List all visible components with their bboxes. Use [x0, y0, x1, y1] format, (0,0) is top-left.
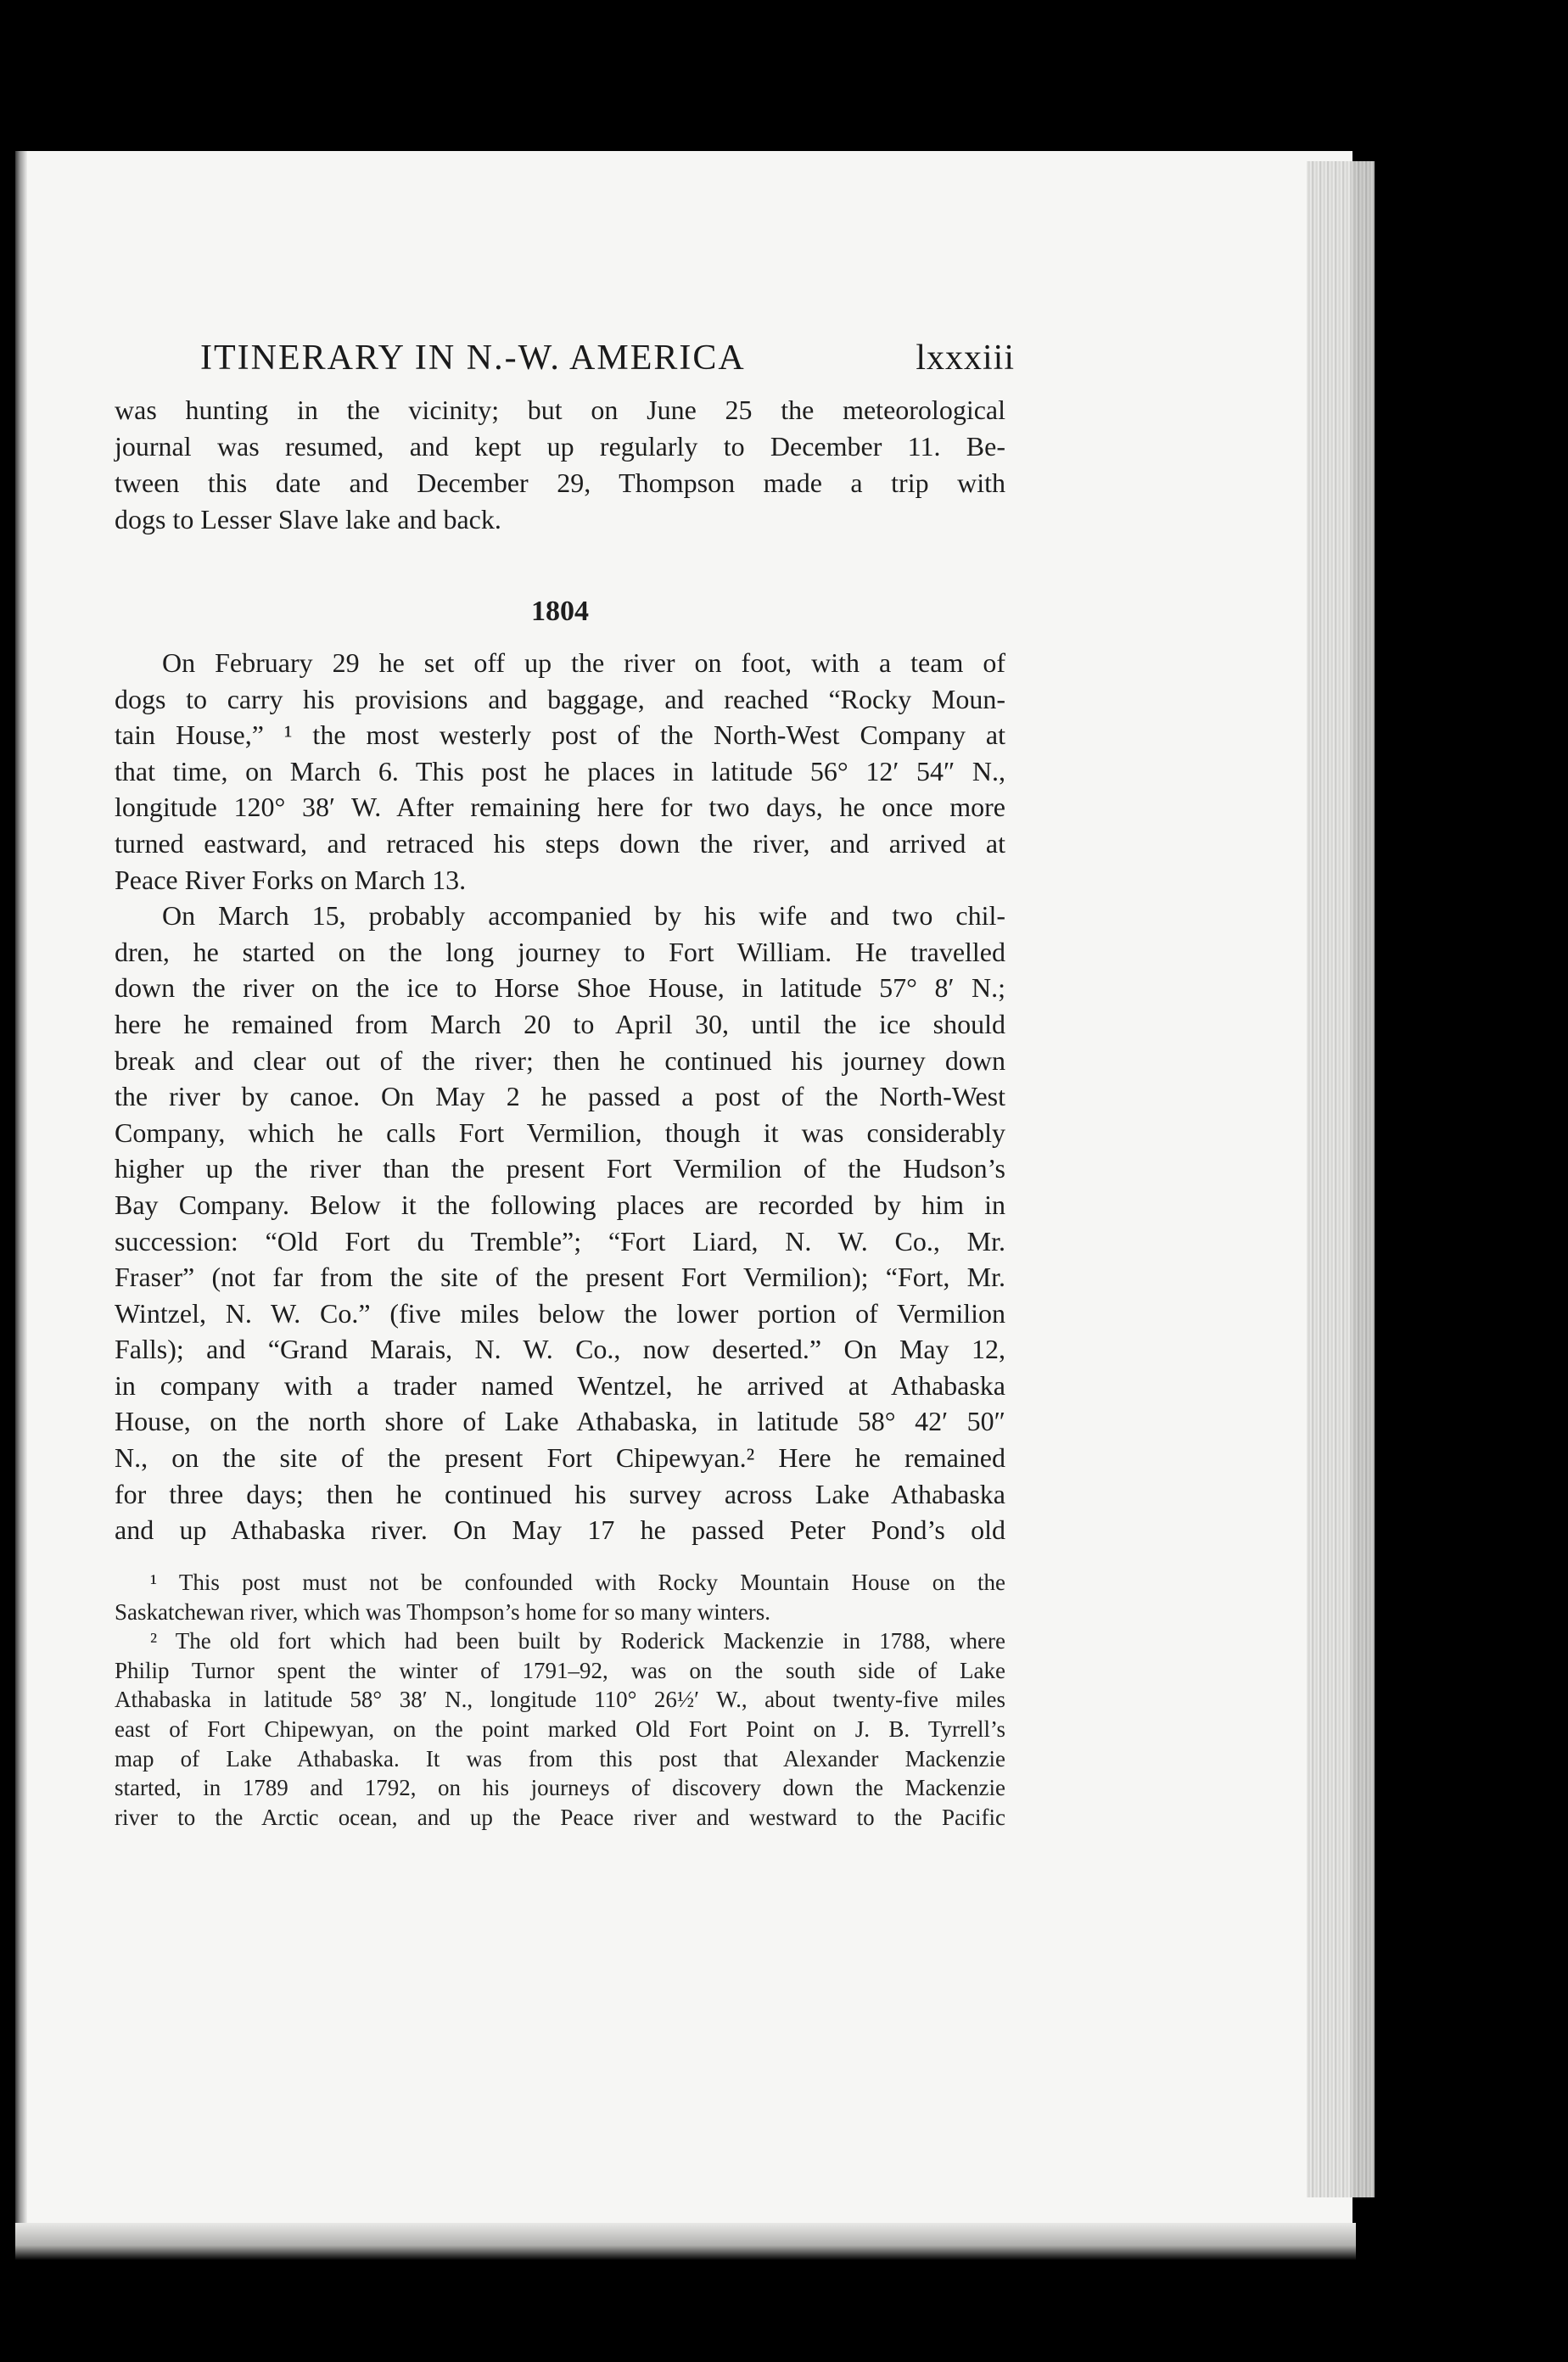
page-binding-edge: [15, 151, 27, 2260]
text-line: Falls); and “Grand Marais, N. W. Co., now deserted.” On May 12,: [115, 1334, 1005, 1365]
running-header: [200, 338, 1015, 382]
text-line: was hunting in the vicinity; but on June 25 the meteorological: [115, 395, 1005, 425]
text-line: higher up the river than the present Fort Vermilion of the Hudson’s: [115, 1153, 1005, 1184]
text-line: that time, on March 6. This post he places in latitude 56° 12′ 54″ N.,: [115, 755, 1005, 786]
text-line: On February 29 he set off up the river on foot, with a team of: [162, 647, 1005, 678]
text-line: Wintzel, N. W. Co.” (five miles below the lower portion of Vermilion: [115, 1297, 1005, 1329]
footnote-line: river to the Arctic ocean, and up the Peace river and westward to the Pacific: [115, 1804, 1005, 1830]
main-text: [115, 645, 1005, 1548]
text-line: succession: “Old Fort du Tremble”; “Fort Liard, N. W. Co., Mr.: [115, 1225, 1005, 1257]
footnote-line: Saskatchewan river, which was Thompson’s home for so many winters.: [115, 1598, 771, 1625]
text-line: tween this date and December 29, Thompson made a trip with: [115, 467, 1005, 498]
footnote-line: Athabaska in latitude 58° 38′ N., longitude 110° 26½′ W., about twenty-five miles: [115, 1687, 1005, 1713]
text-line: dren, he started on the long journey to Fort William. He travelled: [115, 936, 1005, 967]
text-line: tain House,” ¹ the most westerly post of the North-West Company at: [115, 719, 1005, 751]
text-line: Peace River Forks on March 13.: [115, 864, 467, 895]
footnotes: [115, 1568, 1005, 1832]
text-line: Fraser” (not far from the site of the present Fort Vermilion); “Fort, Mr.: [115, 1262, 1005, 1293]
text-line: dogs to Lesser Slave lake and back.: [115, 504, 501, 535]
text-line: Bay Company. Below it the following places are recorded by him in: [115, 1189, 1005, 1220]
text-line: Company, which he calls Fort Vermilion, though it was considerably: [115, 1117, 1005, 1148]
footnote-line: map of Lake Athabaska. It was from this post that Alexander Mackenzie: [115, 1745, 1005, 1772]
text-line: the river by canoe. On May 2 he passed a post of the North-West: [115, 1081, 1005, 1112]
text-line: longitude 120° 38′ W. After remaining here for two days, he once more: [115, 792, 1005, 823]
text-line: N., on the site of the present Fort Chipewyan.² Here he remained: [115, 1442, 1005, 1474]
page-bottom-edge: [15, 2223, 1356, 2260]
text-line: down the river on the ice to Horse Shoe House, in latitude 57° 8′ N.;: [115, 972, 1005, 1004]
text-line: here he remained from March 20 to April 30, until the ice should: [115, 1008, 1005, 1039]
text-line: in company with a trader named Wentzel, he arrived at Athabaska: [115, 1369, 1005, 1401]
footnote-line: ¹ This post must not be confounded with Rocky Mountain House on the: [150, 1570, 1005, 1595]
text-line: for three days; then he continued his survey across Lake Athabaska: [115, 1478, 1005, 1509]
section-heading-year: 1804: [531, 596, 589, 627]
footnote-line: east of Fort Chipewyan, on the point marked Old Fort Point on J. B. Tyrrell’s: [115, 1716, 1005, 1742]
text-line: and up Athabaska river. On May 17 he passed Peter Pond’s old: [115, 1514, 1005, 1546]
footnote-line: ² The old fort which had been built by Roderick Mackenzie in 1788, where: [150, 1628, 1005, 1654]
footnote-line: started, in 1789 and 1792, on his journeys of discovery down the Mackenzie: [115, 1775, 1005, 1801]
intro-paragraph: [115, 392, 1005, 538]
page-fore-edge: [1307, 161, 1375, 2197]
text-line: journal was resumed, and kept up regularly to December 11. Be-: [115, 431, 1005, 462]
text-line: House, on the north shore of Lake Athabaska, in latitude 58° 42′ 50″: [115, 1406, 1005, 1437]
text-line: break and clear out of the river; then he continued his journey down: [115, 1044, 1005, 1076]
running-title: ITINERARY IN N.-W. AMERICA: [200, 339, 746, 378]
text-line: On March 15, probably accompanied by his wife and two chil-: [162, 900, 1005, 932]
footnote-line: Philip Turnor spent the winter of 1791–92, was on the south side of Lake: [115, 1657, 1005, 1683]
text-line: turned eastward, and retraced his steps down the river, and arrived at: [115, 827, 1005, 859]
text-line: dogs to carry his provisions and baggage, and reached “Rocky Moun-: [115, 683, 1005, 714]
page-number: lxxxiii: [916, 339, 1015, 378]
